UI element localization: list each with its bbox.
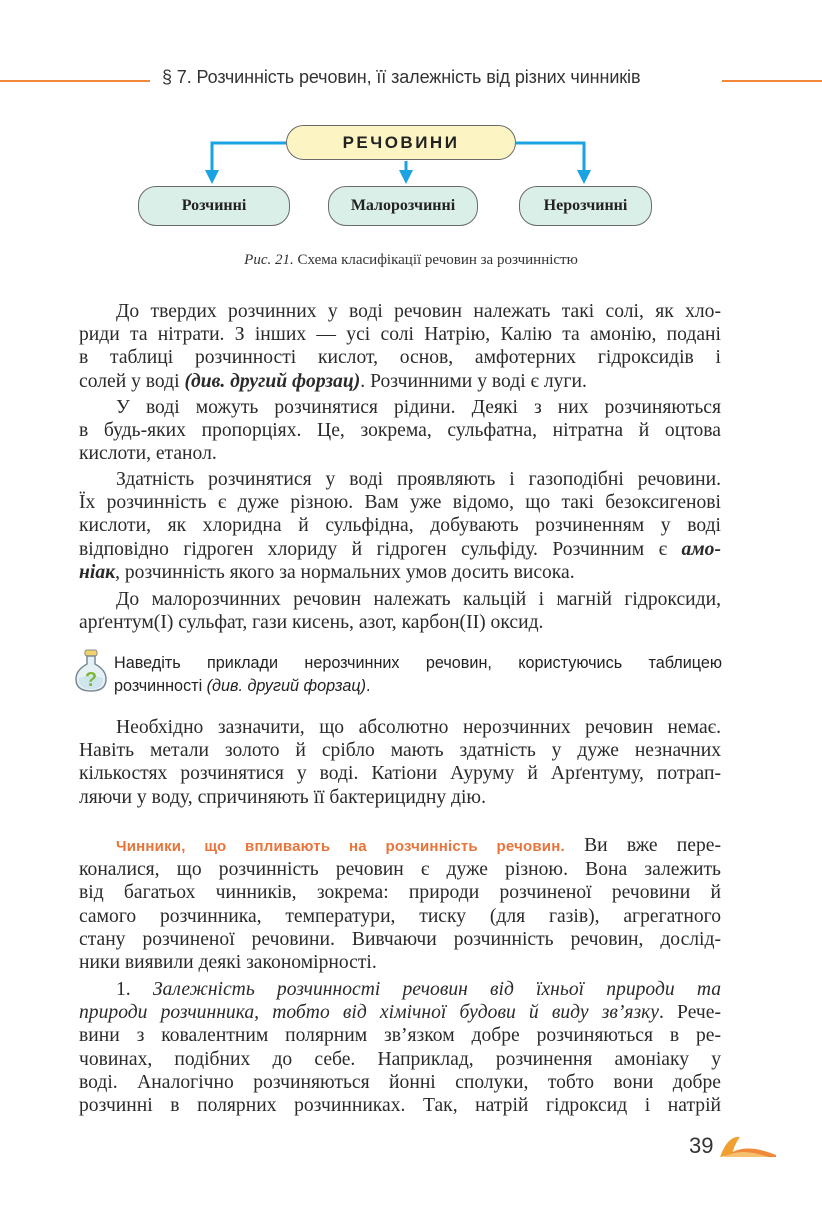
term-bold-italic: ніак (79, 561, 116, 583)
text-line (79, 370, 721, 393)
item-1 (79, 978, 721, 1117)
question-block (114, 652, 722, 698)
text-line: арґентум(I) сульфат, гази кисень, азот, карбон(II) оксид. (79, 612, 544, 634)
text-run: Ви вже пере- (564, 835, 721, 856)
text-line: Їх розчинність є дуже різною. Вам уже відомо, що такі безоксигенові (79, 492, 721, 514)
text-line (79, 834, 721, 858)
text-line: У воді можуть розчинятися рідини. Деякі з них розчиняються (116, 397, 721, 418)
text-run: , розчинність якого за нормальних умов досить висока. (115, 561, 575, 583)
figure-caption-text: Схема класифікації речовин за розчинністю (293, 252, 578, 268)
text-run: . Розчинними у воді є луги. (360, 370, 587, 392)
text-line: самого розчинника, температури, тиску (для газів), агрегатного (79, 905, 721, 927)
text-line: Навіть метали золото й срібло мають здатність у дуже незначних (79, 740, 721, 762)
text-line (114, 675, 722, 698)
text-line: ляючи у воду, спричиняють її бактерицидну дію. (79, 786, 486, 808)
paragraph-1 (79, 300, 721, 393)
section-factors (79, 834, 721, 974)
text-line: стану розчиненої речовини. Вивчаючи розчинність речовин, дослід- (79, 928, 721, 950)
text-line: ники виявили деякі закономірності. (79, 952, 377, 974)
text-line: від багатьох чинників, зокрема: природи розчиненої речовини й (79, 882, 721, 904)
text-line (79, 1001, 721, 1024)
text-run: . Рече- (658, 1002, 721, 1024)
text-line: кількостях розчинятися у воді. Катіони Ауруму й Арґентуму, потрап- (79, 763, 721, 785)
text-line: До твердих розчинних у воді речовин належать такі солі, як хло- (116, 301, 721, 322)
arrow-left (212, 143, 286, 172)
arrowhead-left (205, 170, 219, 184)
text-line (79, 538, 721, 561)
text-line: коналися, що розчинність речовин є дуже різною. Вона залежить (79, 859, 721, 881)
text-line (79, 561, 721, 584)
reference-italic: (див. другий форзац) (184, 370, 361, 392)
page-number: 39 (689, 1133, 714, 1158)
text-line: в таблиці розчинності кислот, основ, амфотерних гідроксидів і (79, 347, 721, 369)
question-flask-icon (72, 648, 110, 694)
arrowhead-right (577, 170, 591, 184)
running-header: § 7. Розчинність речовин, її залежність від різних чинників (162, 67, 641, 87)
text-line: риди та нітрати. З інших — усі солі Натрію, Калію та амонію, подані (79, 324, 721, 346)
diagram-root-box: РЕЧОВИНИ (286, 125, 516, 160)
italic-run: Залежність розчинності речовин від їхньої природи та (152, 979, 722, 1000)
text-line: в будь-яких пропорціях. Це, зокрема, сульфатна, нітратна й оцтова (79, 420, 721, 442)
arrow-right (516, 143, 584, 172)
figure-caption (0, 252, 822, 269)
text-line: вини з ковалентним полярним зв’язком добре розчиняються в ре- (79, 1025, 721, 1047)
diagram-box-insoluble: Нерозчинні (519, 186, 652, 226)
text-line: Необхідно зазначити, що абсолютно нерозчинних речовин немає. (116, 717, 721, 738)
arrowhead-middle (399, 170, 413, 184)
text-line: човинах, подібних до себе. Наприклад, розчинення амоніаку у (79, 1048, 721, 1070)
reference-italic: (див. другий форзац) (206, 677, 366, 695)
figure-label: Рис. 21. (244, 252, 294, 268)
paragraph-2 (79, 396, 721, 466)
item-number: 1. (116, 979, 153, 1000)
text-line (79, 978, 721, 1001)
text-line: розчинні в полярних розчинниках. Так, натрій гідроксид і натрій (79, 1095, 721, 1117)
text-run: відповідно гідроген хлориду й гідроген сульфіду. Розчинним є (79, 538, 682, 560)
text-run: розчинності (114, 677, 207, 695)
page-corner-swoosh-icon (718, 1133, 778, 1159)
text-line: кислоти, як хлоридна й сульфідна, добувають розчиненням у воді (79, 515, 721, 537)
text-line: До малорозчинних речовин належать кальцій і магній гідроксиди, (116, 589, 721, 610)
diagram-box-soluble: Розчинні (138, 186, 290, 226)
text-line: Наведіть приклади нерозчинних речовин, користуючись таблицею (114, 654, 722, 672)
text-line: Здатність розчинятися у воді проявляють і газоподібні речовини. (116, 469, 721, 490)
svg-text:?: ? (84, 669, 98, 691)
text-run: . (365, 677, 371, 695)
diagram-box-slightly-soluble: Малорозчинні (328, 186, 478, 226)
text-run: солей у воді (79, 370, 185, 392)
italic-run: природи розчинника, тобто від хімічної будови й виду зв’язку (79, 1002, 659, 1024)
paragraph-3 (79, 468, 721, 584)
text-line: кислоти, етанол. (79, 443, 217, 465)
section-heading: Чинники, що впливають на розчинність речовин. (116, 838, 565, 855)
paragraph-4 (79, 588, 721, 634)
term-bold-italic: амо- (681, 538, 721, 560)
text-line: воді. Аналогічно розчиняються йонні сполуки, тобто вони добре (79, 1071, 721, 1093)
paragraph-5 (79, 716, 721, 809)
